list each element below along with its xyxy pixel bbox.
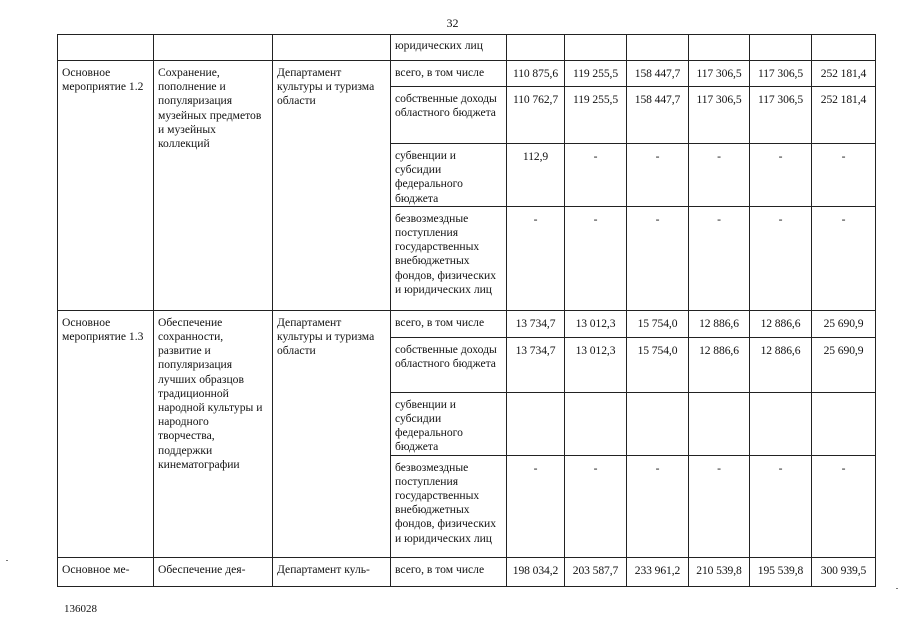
value-cell bbox=[627, 392, 689, 455]
value-cell: 13 012,3 bbox=[565, 337, 627, 392]
value-cell: 195 539,8 bbox=[750, 557, 812, 586]
block-name-cell: Основное ме- bbox=[58, 557, 154, 586]
value-cell: 13 734,7 bbox=[507, 310, 565, 337]
value-cell: 119 255,5 bbox=[565, 61, 627, 87]
source-cell: всего, в том числе bbox=[391, 310, 507, 337]
name-cell bbox=[58, 35, 154, 61]
value-cell: 25 690,9 bbox=[812, 337, 876, 392]
value-cell: - bbox=[750, 206, 812, 310]
table-row bbox=[58, 557, 876, 586]
block-description-cell: Обеспечение сохранности, развитие и популяризация лучших образцов традиционной народной культуры и народного творчества, поддержки кинематографии bbox=[154, 310, 273, 557]
value-cell bbox=[812, 35, 876, 61]
value-cell: 25 690,9 bbox=[812, 310, 876, 337]
value-cell: 252 181,4 bbox=[812, 61, 876, 87]
executor-cell bbox=[273, 35, 391, 61]
block-description-cell: Обеспечение дея- bbox=[154, 557, 273, 586]
value-cell: 117 306,5 bbox=[750, 61, 812, 87]
footer-code: 136028 bbox=[64, 603, 97, 615]
value-cell: 15 754,0 bbox=[627, 310, 689, 337]
value-cell: 13 734,7 bbox=[507, 337, 565, 392]
value-cell: 12 886,6 bbox=[750, 337, 812, 392]
value-cell: 252 181,4 bbox=[812, 87, 876, 144]
source-cell: субвенции и субсидии федерального бюджета bbox=[391, 392, 507, 455]
value-cell bbox=[689, 392, 750, 455]
source-cell: безвозмездные поступления государственных внебюджетных фондов, физических и юридических лиц bbox=[391, 455, 507, 557]
value-cell: 198 034,2 bbox=[507, 557, 565, 586]
value-cell: 110 875,6 bbox=[507, 61, 565, 87]
value-cell bbox=[689, 35, 750, 61]
value-cell: 112,9 bbox=[507, 144, 565, 207]
funding-table bbox=[57, 34, 876, 587]
page-number: 32 bbox=[446, 16, 459, 30]
value-cell: - bbox=[507, 455, 565, 557]
value-cell bbox=[627, 35, 689, 61]
table-row bbox=[58, 310, 876, 337]
value-cell: 119 255,5 bbox=[565, 87, 627, 144]
value-cell: - bbox=[689, 144, 750, 207]
value-cell: 233 961,2 bbox=[627, 557, 689, 586]
block-executor-cell: Департамент куль- bbox=[273, 557, 391, 586]
source-cell: субвенции и субсидии федерального бюджета bbox=[391, 144, 507, 207]
value-cell bbox=[565, 35, 627, 61]
value-cell: - bbox=[812, 455, 876, 557]
value-cell: 210 539,8 bbox=[689, 557, 750, 586]
value-cell: 158 447,7 bbox=[627, 87, 689, 144]
value-cell: - bbox=[750, 144, 812, 207]
value-cell: 12 886,6 bbox=[689, 337, 750, 392]
value-cell bbox=[565, 392, 627, 455]
value-cell: - bbox=[627, 144, 689, 207]
value-cell: - bbox=[750, 455, 812, 557]
source-cell: безвозмездные поступления государственных внебюджетных фондов, физических и юридических лиц bbox=[391, 206, 507, 310]
description-cell bbox=[154, 35, 273, 61]
value-cell bbox=[812, 392, 876, 455]
value-cell: 300 939,5 bbox=[812, 557, 876, 586]
value-cell: - bbox=[507, 206, 565, 310]
value-cell: - bbox=[812, 206, 876, 310]
value-cell: 117 306,5 bbox=[750, 87, 812, 144]
value-cell: - bbox=[627, 455, 689, 557]
value-cell bbox=[750, 35, 812, 61]
block-name-cell: Основное мероприятие 1.2 bbox=[58, 61, 154, 311]
source-cell: собственные доходы областного бюджета bbox=[391, 337, 507, 392]
source-cell: юридических лиц bbox=[391, 35, 507, 61]
value-cell: - bbox=[627, 206, 689, 310]
scan-speck bbox=[896, 588, 898, 589]
value-cell: 12 886,6 bbox=[689, 310, 750, 337]
value-cell: - bbox=[689, 455, 750, 557]
value-cell: - bbox=[689, 206, 750, 310]
value-cell: 117 306,5 bbox=[689, 61, 750, 87]
value-cell: - bbox=[565, 144, 627, 207]
value-cell: 13 012,3 bbox=[565, 310, 627, 337]
source-cell: всего, в том числе bbox=[391, 557, 507, 586]
value-cell bbox=[507, 35, 565, 61]
value-cell: - bbox=[812, 144, 876, 207]
source-cell: собственные доходы областного бюджета bbox=[391, 87, 507, 144]
value-cell bbox=[750, 392, 812, 455]
block-name-cell: Основное мероприятие 1.3 bbox=[58, 310, 154, 557]
value-cell: 158 447,7 bbox=[627, 61, 689, 87]
block-description-cell: Сохранение, пополнение и популяризация музейных предметов и музейных коллекций bbox=[154, 61, 273, 311]
block-executor-cell: Департамент культуры и туризма области bbox=[273, 61, 391, 311]
table-row bbox=[58, 35, 876, 61]
scan-speck bbox=[6, 560, 8, 561]
value-cell: 15 754,0 bbox=[627, 337, 689, 392]
value-cell: 117 306,5 bbox=[689, 87, 750, 144]
table-row bbox=[58, 61, 876, 87]
value-cell: 203 587,7 bbox=[565, 557, 627, 586]
value-cell: 12 886,6 bbox=[750, 310, 812, 337]
value-cell bbox=[507, 392, 565, 455]
block-executor-cell: Департамент культуры и туризма области bbox=[273, 310, 391, 557]
value-cell: 110 762,7 bbox=[507, 87, 565, 144]
value-cell: - bbox=[565, 206, 627, 310]
value-cell: - bbox=[565, 455, 627, 557]
source-cell: всего, в том числе bbox=[391, 61, 507, 87]
